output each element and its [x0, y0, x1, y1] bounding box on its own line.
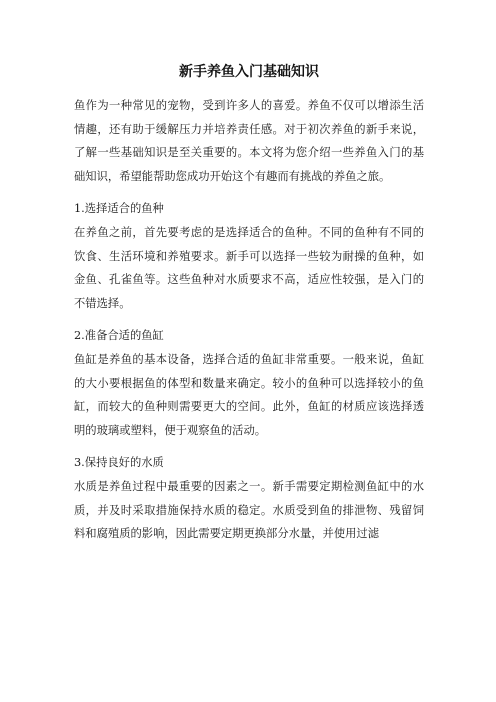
- intro-paragraph: 鱼作为一种常见的宠物，受到许多人的喜爱。养鱼不仅可以增添生活情趣，还有助于缓解压力并培养责任感。对于初次养鱼的新手来说，了解一些基础知识是至关重要的。本文将为您介绍一些养鱼入门的基础知识，希望能帮助您成功开始这个有趣而有挑战的养鱼之旅。: [74, 99, 424, 183]
- section-heading: 1.选择适合的鱼种: [74, 202, 164, 216]
- section-body: 鱼缸是养鱼的基本设备，选择合适的鱼缸非常重要。一般来说，鱼缸的大小要根据鱼的体型和数量来确定。较小的鱼种可以选择较小的鱼缸，而较大的鱼种则需要更大的空间。此外，鱼缸的材质应该选择透明的玻璃或塑料，便于观察鱼的活动。: [74, 352, 424, 437]
- section-heading: 3.保持良好的水质: [74, 456, 164, 470]
- document-title: 新手养鱼入门基础知识: [179, 64, 319, 80]
- section-body: 在养鱼之前，首先要考虑的是选择适合的鱼种。不同的鱼种有不同的饮食、生活环境和养殖要求。新手可以选择一些较为耐操的鱼种，如金鱼、孔雀鱼等。这些鱼种对水质要求不高，适应性较强，是入门的不错选择。: [74, 225, 424, 310]
- section-heading: 2.准备合适的鱼缸: [74, 329, 164, 343]
- section-1: [74, 197, 424, 315]
- section-body: 水质是养鱼过程中最重要的因素之一。新手需要定期检测鱼缸中的水质，并及时采取措施保持水质的稳定。水质受到鱼的排泄物、残留饲料和腐殖质的影响，因此需要定期更换部分水量，并使用过滤: [74, 479, 424, 541]
- document-page: [74, 62, 424, 546]
- section-2: [74, 324, 424, 442]
- section-3: [74, 451, 424, 545]
